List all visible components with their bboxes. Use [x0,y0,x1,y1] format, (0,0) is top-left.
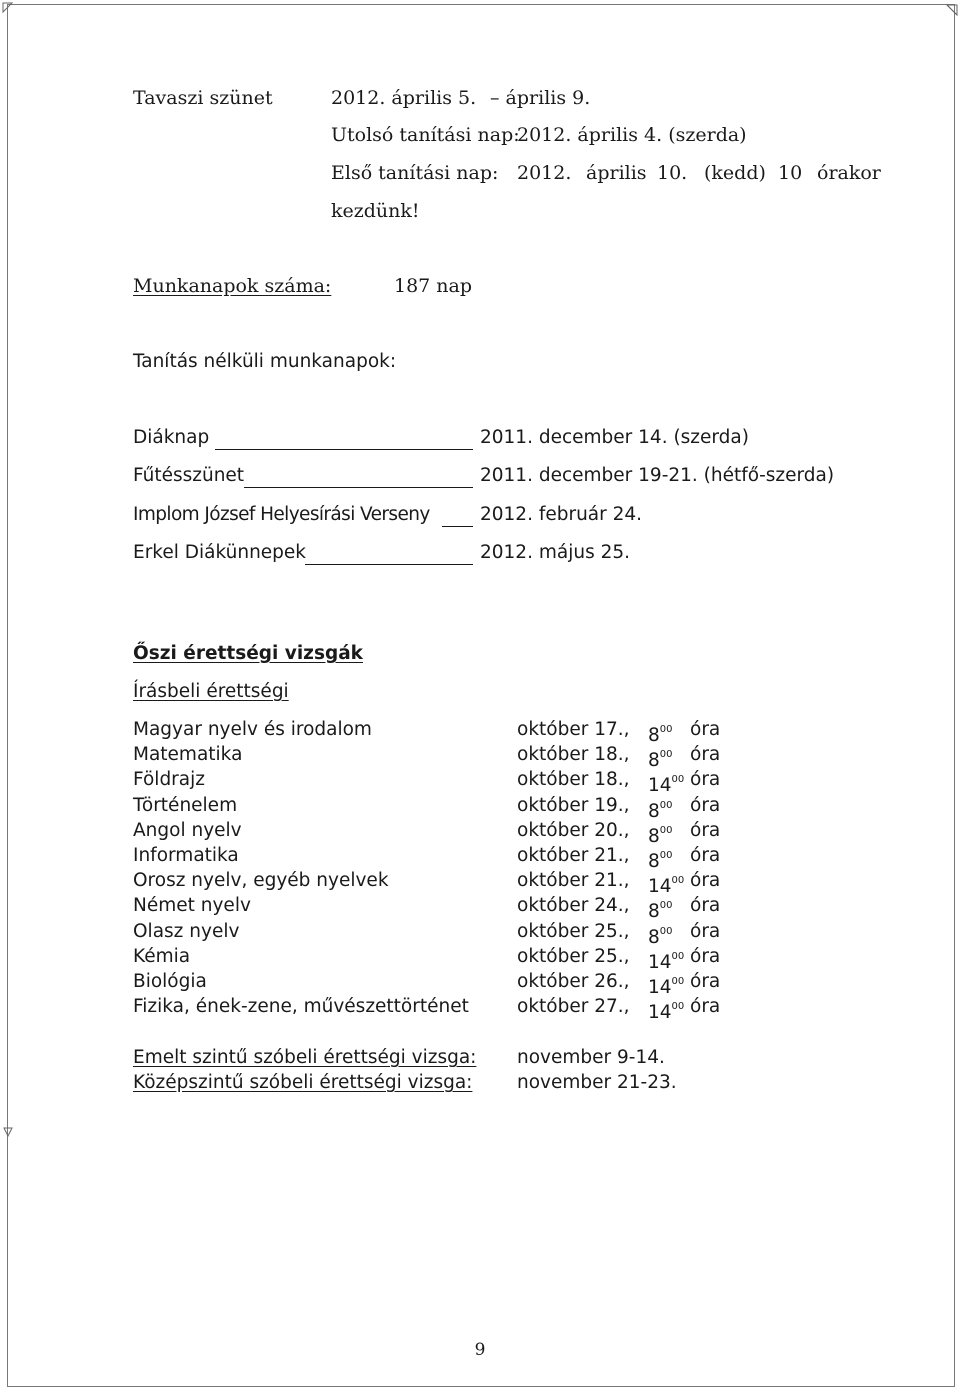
workdays-label: Munkanapok száma: [133,275,332,297]
exam-minutes: 00 [671,951,685,962]
exam-minutes: 00 [659,926,673,937]
fill-line [305,564,473,565]
last-teaching-day-label: Utolsó tanítási nap: [331,124,520,146]
spring-break-label: Tavaszi szünet [133,87,273,109]
exam-date: október 26., [517,971,630,992]
exam-subject: Matematika [133,744,243,765]
first-teaching-day-weekday: (kedd) [704,162,766,184]
exam-unit: óra [690,795,721,816]
corner-mark-icon [2,2,14,14]
exam-hour: 14 [648,952,672,973]
exam-date: október 25., [517,921,630,942]
exam-subject: Történelem [133,795,238,816]
fill-line [244,487,473,488]
exam-date: október 18., [517,769,630,790]
exam-date: október 18., [517,744,630,765]
nonteaching-item-name: Fűtésszünet [133,465,245,486]
exam-subject: Földrajz [133,769,205,790]
exam-time [648,995,684,1025]
exam-date: október 19., [517,795,630,816]
nonteaching-item-name: Diáknap [133,427,210,448]
exam-hour: 8 [648,801,660,822]
exam-date: október 25., [517,946,630,967]
exam-minutes: 00 [671,774,685,785]
exam-unit: óra [690,719,721,740]
exam-minutes: 00 [671,1001,685,1012]
nonteaching-item-name: Implom József Helyesírási Verseny [133,504,430,525]
exam-subject: Orosz nyelv, egyéb nyelvek [133,870,389,891]
exam-date: október 20., [517,820,630,841]
exam-hour: 8 [648,927,660,948]
exam-unit: óra [690,946,721,967]
exam-date: október 21., [517,845,630,866]
spring-break-dates: 2012. április 5. [331,87,477,109]
exam-unit: óra [690,769,721,790]
nonteaching-item-date: 2011. december 14. (szerda) [480,427,749,448]
exam-subject: Fizika, ének-zene, művészettörténet [133,996,469,1017]
written-exams-heading: Írásbeli érettségi [133,681,289,702]
first-teaching-day-label: Első tanítási nap: [331,162,499,184]
spring-break-dates-end: – április 9. [490,87,591,109]
exam-subject: Kémia [133,946,191,967]
exam-hour: 14 [648,775,672,796]
oral-exam-dates: november 9-14. [517,1047,665,1068]
corner-mark-icon [946,4,958,16]
exam-minutes: 00 [659,900,673,911]
fill-line [442,526,473,527]
exam-minutes: 00 [659,724,673,735]
first-teaching-day-num: 10. [657,162,688,184]
exam-unit: óra [690,921,721,942]
oral-exam-dates: november 21-23. [517,1072,677,1093]
exam-unit: óra [690,845,721,866]
exam-unit: óra [690,895,721,916]
nonteaching-item-date: 2012. február 24. [480,504,643,525]
exam-unit: óra [690,820,721,841]
exam-date: október 21., [517,870,630,891]
nonteaching-item-name: Erkel Diákünnepek [133,542,307,563]
exam-hour: 8 [648,826,660,847]
workdays-value: 187 nap [394,275,473,297]
exam-minutes: 00 [671,976,685,987]
exam-subject: Angol nyelv [133,820,242,841]
oral-exam-label: Középszintű szóbeli érettségi vizsga: [133,1072,473,1093]
fill-line [215,449,473,450]
last-teaching-day-value: 2012. április 4. (szerda) [517,124,747,146]
corner-mark-icon [2,1126,14,1138]
exam-hour: 8 [648,725,660,746]
exam-minutes: 00 [659,800,673,811]
exam-subject: Olasz nyelv [133,921,240,942]
first-teaching-day-month: április [586,162,647,184]
exam-hour: 14 [648,1002,672,1023]
nonteaching-item-date: 2011. december 19-21. (hétfő-szerda) [480,465,835,486]
exam-date: október 17., [517,719,630,740]
exam-unit: óra [690,996,721,1017]
exam-subject: Német nyelv [133,895,251,916]
exam-subject: Magyar nyelv és irodalom [133,719,372,740]
nonteaching-heading: Tanítás nélküli munkanapok: [133,351,397,372]
exam-hour: 8 [648,851,660,872]
exam-unit: óra [690,744,721,765]
exam-minutes: 00 [659,850,673,861]
first-teaching-day-date: 2012. [517,162,572,184]
first-teaching-day-hour: 10 [778,162,803,184]
oral-exam-label: Emelt szintű szóbeli érettségi vizsga: [133,1047,477,1068]
exam-subject: Informatika [133,845,239,866]
exam-hour: 8 [648,750,660,771]
exam-hour: 14 [648,876,672,897]
page-number: 9 [474,1340,486,1360]
exam-hour: 14 [648,977,672,998]
first-teaching-day-cont: kezdünk! [331,200,420,222]
exam-date: október 27., [517,996,630,1017]
exam-date: október 24., [517,895,630,916]
nonteaching-item-date: 2012. május 25. [480,542,631,563]
exam-unit: óra [690,870,721,891]
exam-hour: 8 [648,901,660,922]
exam-subject: Biológia [133,971,207,992]
exam-minutes: 00 [659,749,673,760]
first-teaching-day-suffix: órakor [817,162,881,184]
exam-minutes: 00 [659,825,673,836]
exam-minutes: 00 [671,875,685,886]
exams-title: Őszi érettségi vizsgák [133,643,363,664]
exam-unit: óra [690,971,721,992]
